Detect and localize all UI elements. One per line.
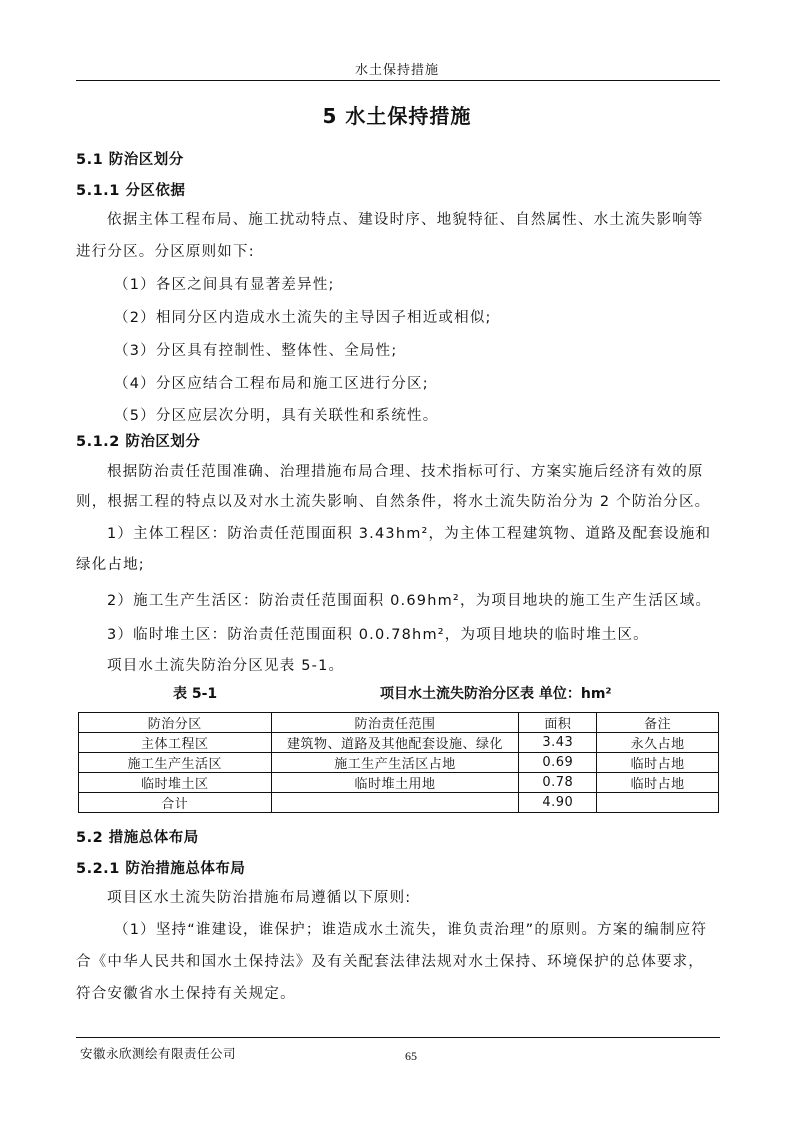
table-cell: 临时占地 (597, 773, 719, 793)
chapter-title: 5 水土保持措施 (322, 104, 472, 128)
table-cell: 0.69 (519, 753, 597, 773)
table-cell: 0.78 (519, 773, 597, 793)
heading-5-1-2: 5.1.2 防治区划分 (76, 434, 201, 450)
list-item: （1）各区之间具有显著差异性; (114, 277, 335, 293)
heading-5-1-1: 5.1.1 分区依据 (76, 183, 186, 199)
heading-5-1: 5.1 防治区划分 (76, 152, 184, 168)
table-cell: 主体工程区 (79, 733, 272, 753)
paragraph-line: 合《中华人民共和国水土保持法》及有关配套法律法规对水土保持、环境保护的总体要求， (76, 954, 704, 970)
footer-company: 安徽永欣测绘有限责任公司 (80, 1046, 237, 1061)
table-cell: 3.43 (519, 733, 597, 753)
table-cell: 施工生产生活区 (79, 753, 272, 773)
paragraph-line: 依据主体工程布局、施工扰动特点、建设时序、地貌特征、自然属性、水土流失影响等 (107, 212, 704, 228)
table-header-cell: 面积 (519, 713, 597, 733)
list-item: （3）分区具有控制性、整体性、全局性; (114, 343, 398, 359)
zone-table (78, 712, 719, 813)
paragraph-line: 根据防治责任范围准确、治理措施布局合理、技术指标可行、方案实施后经济有效的原 (107, 464, 704, 480)
paragraph-line: 项目水土流失防治分区见表 5-1。 (107, 658, 345, 674)
table-row (79, 733, 719, 753)
table-row (79, 753, 719, 773)
table-cell: 临时堆土区 (79, 773, 272, 793)
table-row (79, 773, 719, 793)
table-cell: 施工生产生活区占地 (271, 753, 519, 773)
list-item: （2）相同分区内造成水土流失的主导因子相近或相似; (114, 310, 492, 326)
paragraph-line: 符合安徽省水土保持有关规定。 (76, 986, 296, 1002)
paragraph-line: （1）坚持“谁建设，谁保护；谁造成水土流失，谁负责治理”的原则。方案的编制应符 (114, 922, 708, 938)
table-cell (597, 793, 719, 813)
table-cell: 建筑物、道路及其他配套设施、绿化 (271, 733, 519, 753)
table-cell: 临时堆土用地 (271, 773, 519, 793)
table-cell (271, 793, 519, 813)
table-header-cell: 备注 (597, 713, 719, 733)
paragraph-line: 1）主体工程区：防治责任范围面积 3.43hm²，为主体工程建筑物、道路及配套设施和 (107, 526, 712, 542)
list-item: （5）分区应层次分明，具有关联性和系统性。 (114, 408, 439, 424)
paragraph-line: 绿化占地; (76, 557, 145, 573)
table-header-row (79, 713, 719, 733)
paragraph-line: 则，根据工程的特点以及对水土流失影响、自然条件，将水土流失防治分为 2 个防治分区。 (76, 494, 711, 510)
list-item: （4）分区应结合工程布局和施工区进行分区; (114, 376, 429, 392)
paragraph-line: 进行分区。分区原则如下: (76, 244, 255, 260)
table-cell: 合计 (79, 793, 272, 813)
paragraph-line: 项目区水土流失防治措施布局遵循以下原则: (107, 890, 412, 906)
header-rule (76, 80, 720, 81)
table-title: 项目水土流失防治分区表 单位：hm² (380, 686, 612, 702)
table-cell: 永久占地 (597, 733, 719, 753)
table-header-cell: 防治责任范围 (271, 713, 519, 733)
table-cell: 4.90 (519, 793, 597, 813)
table-number: 表 5-1 (173, 686, 218, 702)
table-cell: 临时占地 (597, 753, 719, 773)
table-header-cell: 防治分区 (79, 713, 272, 733)
table-row-total (79, 793, 719, 813)
heading-5-2: 5.2 措施总体布局 (76, 830, 199, 846)
paragraph-line: 2）施工生产生活区：防治责任范围面积 0.69hm²，为项目地块的施工生产生活区域。 (107, 593, 712, 609)
heading-5-2-1: 5.2.1 防治措施总体布局 (76, 861, 246, 877)
paragraph-line: 3）临时堆土区：防治责任范围面积 0.0.78hm²，为项目地块的临时堆土区。 (107, 627, 649, 643)
footer-rule (76, 1037, 720, 1038)
page-number: 65 (405, 1049, 417, 1063)
running-header: 水土保持措施 (354, 63, 439, 78)
